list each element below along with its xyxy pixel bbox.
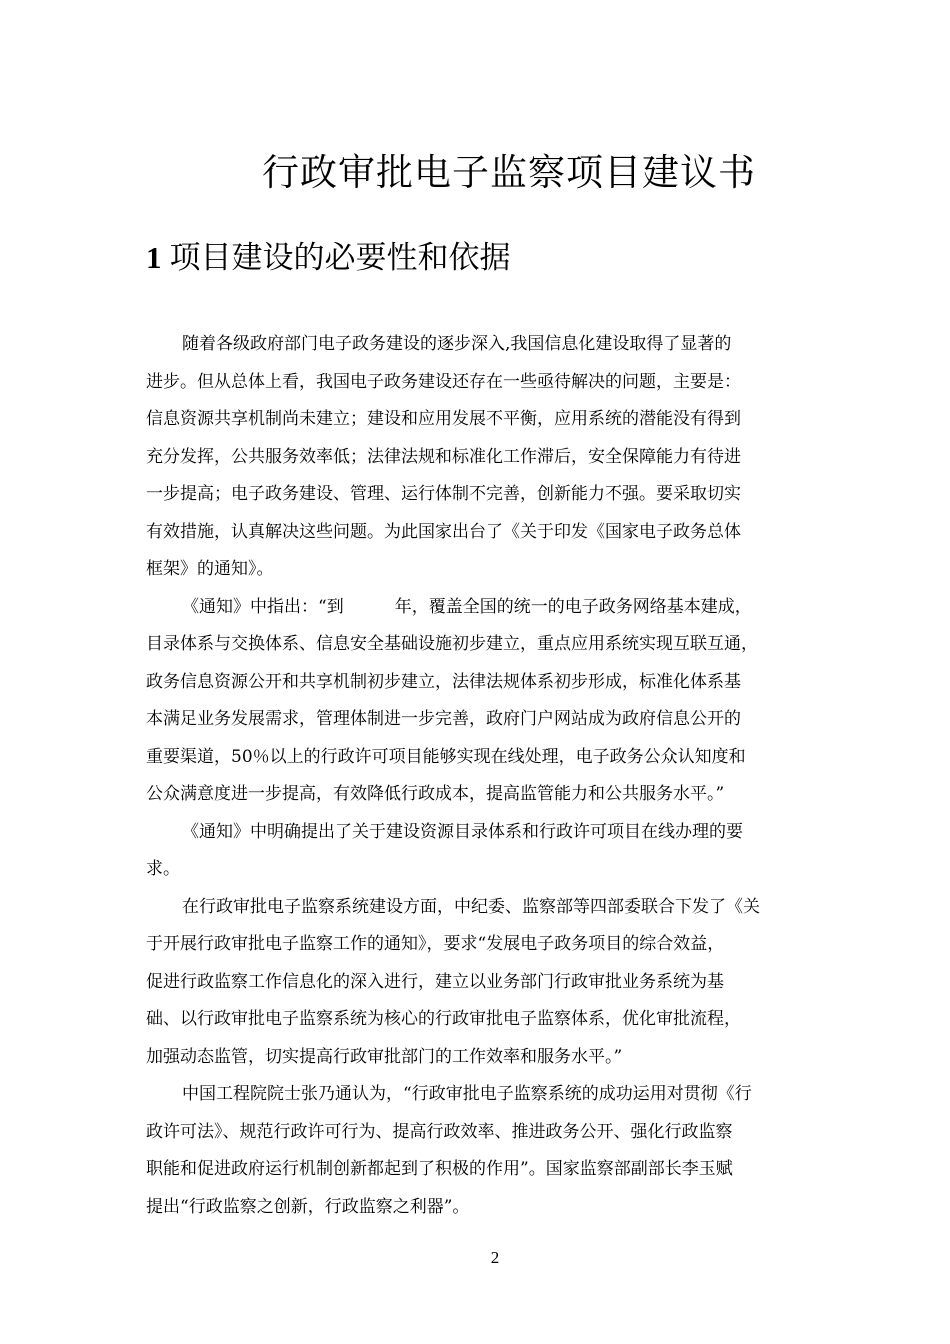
paragraph-line: 充分发挥，公共服务效率低；法律法规和标准化工作滞后，安全保障能力有待进 (146, 446, 741, 467)
paragraph-line: 于开展行政审批电子监察工作的通知》，要求“发展电子政务项目的综合效益， (146, 934, 725, 954)
paragraph-line: 重要渠道，50％以上的行政许可项目能够实现在线处理，电子政务公众认知度和 (146, 746, 746, 767)
paragraph-line: 在行政审批电子监察系统建设方面，中纪委、监察部等四部委联合下发了《关 (182, 896, 760, 917)
paragraph (146, 1076, 814, 1226)
paragraph-line: 求。 (146, 859, 180, 879)
paragraph-line: 有效措施，认真解决这些问题。为此国家出台了《关于印发《国家电子政务总体 (146, 521, 741, 542)
paragraph-line: 政务信息资源公开和共享机制初步建立，法律法规体系初步形成，标准化体系基 (146, 671, 741, 692)
section-heading-text: 项目建设的必要性和依据 (169, 240, 511, 276)
paragraph (146, 889, 814, 1077)
section-number: 1 (146, 240, 162, 275)
paragraph-line: 框架》的通知》。 (146, 559, 274, 579)
paragraph-line: 促进行政监察工作信息化的深入进行，建立以业务部门行政审批业务系统为基 (146, 971, 724, 992)
paragraph-line: 加强动态监管，切实提高行政审批部门的工作效率和服务水平。” (146, 1046, 623, 1067)
paragraph-line: 《通知》中明确提出了关于建设资源目录体系和行政许可项目在线办理的要 (182, 821, 743, 842)
document-title: 行政审批电子监察项目建议书 (262, 151, 756, 194)
paragraph (146, 814, 814, 889)
page-number: 2 (490, 1248, 500, 1267)
paragraph-line: 《通知》中指出：“到 年，覆盖全国的统一的电子政务网络基本建成， (182, 596, 752, 617)
paragraph-line: 政许可法》、规范行政许可行为、提高行政效率、推进政务公开、强化行政监察 (146, 1121, 733, 1142)
body-text (146, 326, 814, 1226)
section-heading (146, 232, 511, 284)
paragraph-line: 中国工程院院士张乃通认为，“行政审批电子监察系统的成功运用对贯彻《行 (182, 1084, 752, 1104)
paragraph (146, 589, 814, 814)
paragraph-line: 公众满意度进一步提高，有效降低行政成本，提高监管能力和公共服务水平。” (146, 784, 725, 804)
paragraph-line: 本满足业务发展需求，管理体制进一步完善，政府门户网站成为政府信息公开的 (146, 709, 741, 729)
paragraph-line: 进步。但从总体上看，我国电子政务建设还存在一些亟待解决的问题，主要是： (146, 371, 741, 392)
paragraph (146, 326, 814, 589)
paragraph-line: 目录体系与交换体系、信息安全基础设施初步建立，重点应用系统实现互联互通， (146, 634, 758, 654)
paragraph-line: 职能和促进政府运行机制创新都起到了积极的作用”。国家监察部副部长李玉赋 (146, 1159, 733, 1179)
paragraph-line: 础、以行政审批电子监察系统为核心的行政审批电子监察体系，优化审批流程， (146, 1009, 741, 1029)
paragraph-line: 信息资源共享机制尚未建立；建设和应用发展不平衡，应用系统的潜能没有得到 (146, 409, 741, 429)
paragraph-line: 一步提高；电子政务建设、管理、运行体制不完善，创新能力不强。要采取切实 (146, 484, 741, 504)
paragraph-line: 随着各级政府部门电子政务建设的逐步深入,我国信息化建设取得了显著的 (182, 334, 732, 354)
paragraph-line: 提出“行政监察之创新，行政监察之利器”。 (146, 1196, 470, 1217)
